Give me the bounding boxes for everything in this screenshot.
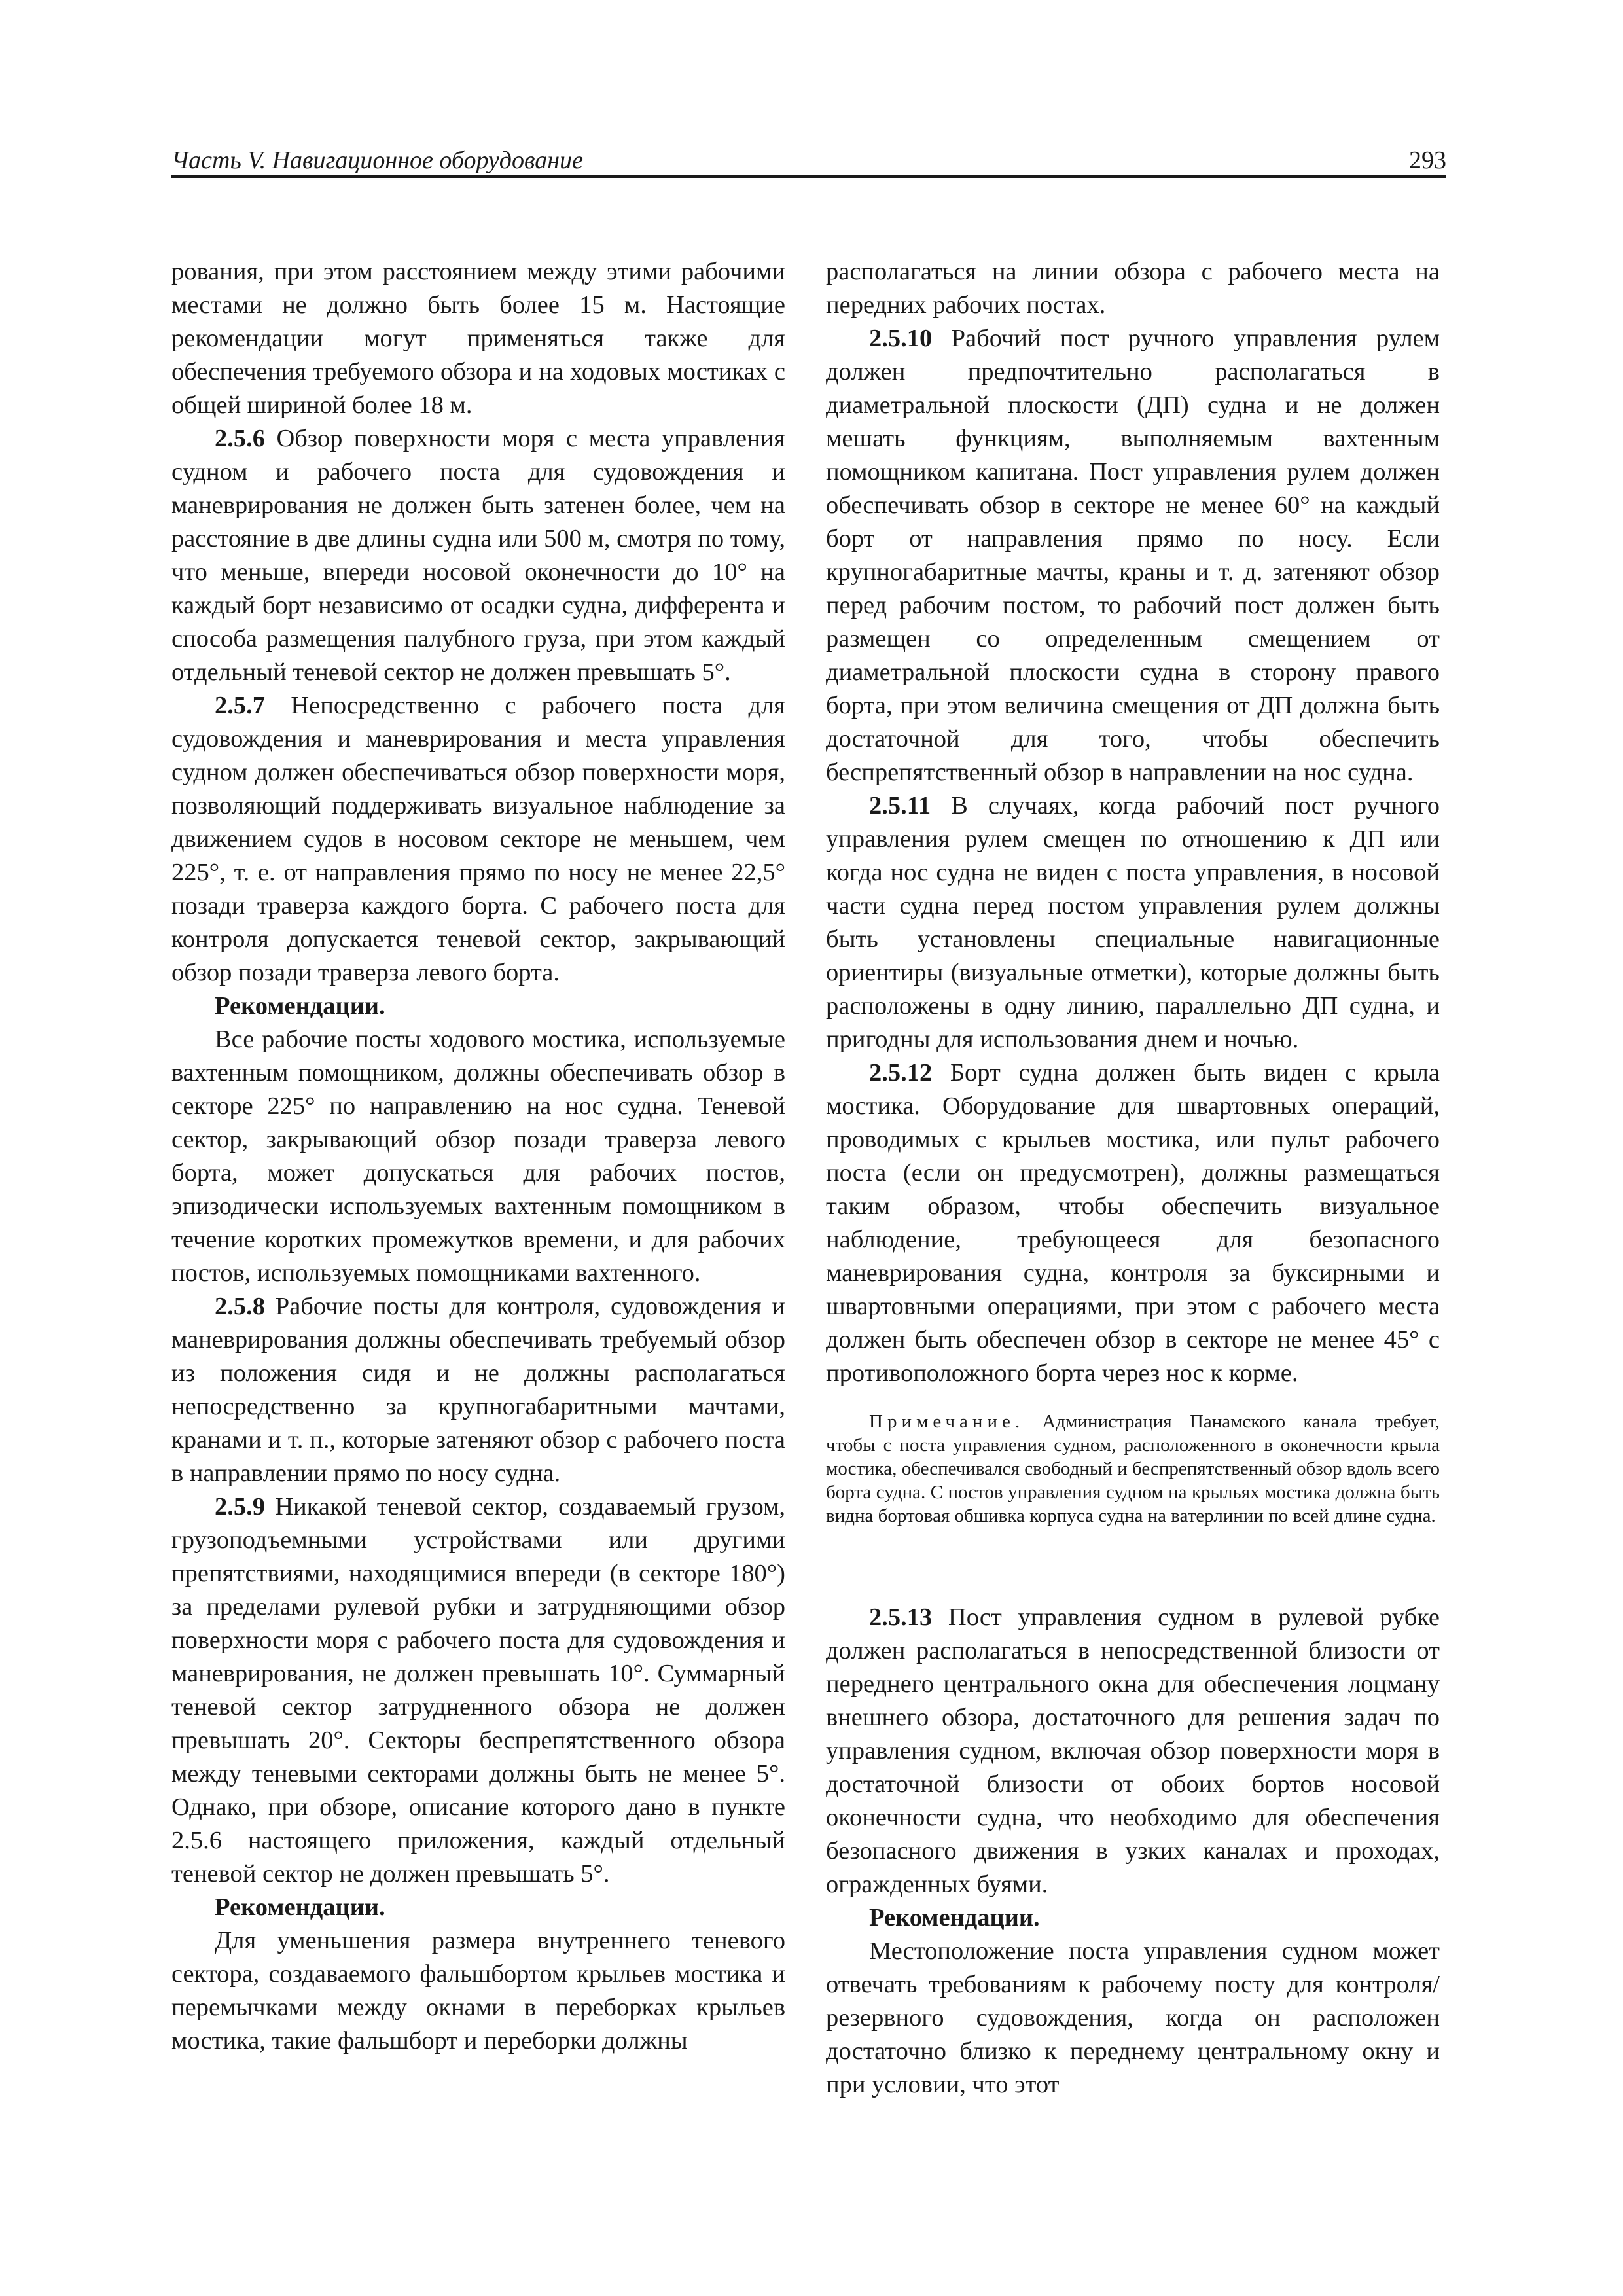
recommendations-heading: Рекомендации. (215, 1893, 385, 1921)
paragraph-text: Обзор поверхности моря с места управления судном и рабочего поста для судовождения и маневрирования не должен быть затенен более, чем на расстояние в две длины судна или 500 м, смотря по тому, что меньше, впереди носовой оконечности до 10° на каждый борт независимо от осадки судна, дифферента и способа размещения палубного груза, при этом каждый отдельный теневой сектор не должен превышать 5°. (171, 425, 785, 686)
paragraph (826, 789, 1440, 1056)
paragraph (171, 1290, 785, 1490)
paragraph-text: Все рабочие посты ходового мостика, используемые вахтенным помощником, должны обеспечивать обзор в секторе 225° по направлению на нос судна. Теневой сектор, закрывающий обзор позади траверза левого борта, может допускаться для рабочих постов, эпизодически используемых вахтенным помощником в течение коротких промежутков времени, и для рабочих постов, используемых помощниками вахтенного. (171, 1026, 785, 1287)
clause-number: 2.5.11 (869, 792, 931, 819)
paragraph (826, 322, 1440, 789)
paragraph (171, 1924, 785, 2058)
spacer (826, 1528, 1440, 1601)
note-label: Примечание. (869, 1411, 1025, 1432)
paragraph-text: Рабочие посты для контроля, судовождения и маневрирования должны обеспечивать требуемый обзор из положения сидя и не должны располагаться непосредственно за крупногабаритными мачтами, кранами и т. п., которые затеняют обзор с рабочего поста в направлении прямо по носу судна. (171, 1293, 785, 1487)
paragraph-text: Борт судна должен быть виден с крыла мостика. Оборудование для швартовных операций, проводимых с крыльев мостика, или пульт рабочего поста (если он предусмотрен), должны размещаться таким образом, чтобы обеспечить визуальное наблюдение, требующееся для безопасного маневрирования судна, контроля за буксирными и швартовными операциями, при этом с рабочего места должен быть обеспечен обзор в секторе не менее 45° с противоположного борта через нос к корме. (826, 1059, 1440, 1387)
paragraph-text: Для уменьшения размера внутреннего теневого сектора, создаваемого фальшбортом крыльев мостика и перемычками между окнами в переборках крыльев мостика, такие фальшборт и переборки должны (171, 1927, 785, 2054)
paragraph (171, 255, 785, 422)
clause-number: 2.5.8 (215, 1293, 265, 1320)
paragraph-text: Никакой теневой сектор, создаваемый грузом, грузоподъемными устройствами или другими препятствиями, находящимися впереди (в секторе 180°) за пределами рулевой рубки и затрудняющими обзор поверхности моря с рабочего поста для судовождения и маневрирования, не должен превышать 10°. Суммарный теневой сектор затрудненного обзора не должен превышать 20°. Секторы беспрепятственного обзора между теневыми секторами должны быть не менее 5°. Однако, при обзоре, описание которого дано в пункте 2.5.6 настоящего приложения, каждый отдельный теневой сектор не должен превышать 5°. (171, 1493, 785, 1888)
note-text: Администрация Панамского канала требует, чтобы с поста управления судном, расположенного в оконечности крыла мостика, обеспечивался свободный и беспрепятственный обзор вдоль всего борта судна. С постов управления судном на крыльях мостика должна быть видна бортовая обшивка корпуса судна на ватерлинии по всей длине судна. (826, 1411, 1440, 1526)
paragraph (171, 689, 785, 990)
running-header-title: Часть V. Навигационное оборудование (171, 147, 583, 174)
page-number: 293 (1409, 147, 1446, 174)
paragraph (826, 1935, 1440, 2102)
paragraph (826, 1056, 1440, 1390)
paragraph-text: В случаях, когда рабочий пост ручного управления рулем смещен по отношению к ДП или когда нос судна не виден с поста управления, в носовой части судна перед постом управления рулем должны быть установлены специальные навигационные ориентиры (визуальные отметки), которые должны быть расположены в одну линию, параллельно ДП судна, и пригодны для использования днем и ночью. (826, 792, 1440, 1053)
right-column (826, 255, 1440, 2102)
paragraph (171, 422, 785, 689)
paragraph-text: Непосредственно с рабочего поста для судовождения и маневрирования и места управления судном должен обеспечиваться обзор поверхности моря, позволяющий поддерживать визуальное наблюдение за движением судов в носовом секторе не меньшем, чем 225°, т. е. от направления прямо по носу не менее 22,5° позади траверза каждого борта. С рабочего поста для контроля допускается теневой сектор, закрывающий обзор позади траверза левого борта. (171, 692, 785, 986)
clause-number: 2.5.6 (215, 425, 265, 452)
note (826, 1410, 1440, 1528)
paragraph-text: Пост управления судном в рулевой рубке должен располагаться в непосредственной близости от переднего центрального окна для обеспечения лоцману внешнего обзора, достаточного для решения задач по управления судном, включая обзор поверхности моря в достаточной близости от обоих бортов носовой оконечности судна, что необходимо для обеспечения безопасного движения в узких каналах и проходах, огражденных буями. (826, 1604, 1440, 1898)
paragraph (171, 1023, 785, 1290)
clause-number: 2.5.9 (215, 1493, 265, 1520)
paragraph-text: рования, при этом расстоянием между этими рабочими местами не должно быть более 15 м. Настоящие рекомендации могут применяться также для обеспечения требуемого обзора и на ходовых мостиках с общей шириной более 18 м. (171, 258, 785, 419)
recommendations-heading: Рекомендации. (869, 1904, 1040, 1931)
recommendations-heading: Рекомендации. (215, 992, 385, 1020)
clause-number: 2.5.12 (869, 1059, 933, 1086)
paragraph (171, 1490, 785, 1891)
paragraph-text: Местоположение поста управления судном может отвечать требованиям к рабочему посту для контроля/резервного судовождения, когда он расположен достаточно близко к переднему центральному окну и при условии, что этот (826, 1937, 1440, 2098)
paragraph-text: располагаться на линии обзора с рабочего места на передних рабочих постах. (826, 258, 1440, 319)
clause-number: 2.5.13 (869, 1604, 933, 1631)
paragraph (826, 1601, 1440, 1901)
paragraph-text: Рабочий пост ручного управления рулем должен предпочтительно располагаться в диаметральной плоскости (ДП) судна и не должен мешать функциям, выполняемым вахтенным помощником капитана. Пост управления рулем должен обеспечивать обзор в секторе не менее 60° на каждый борт от направления прямо по носу. Если крупногабаритные мачты, краны и т. д. затеняют обзор перед рабочим постом, то рабочий пост должен быть размещен со определенным смещением от диаметральной плоскости судна в сторону правого борта, при этом величина смещения от ДП должна быть достаточной для того, чтобы обеспечить беспрепятственный обзор в направлении на нос судна. (826, 325, 1440, 786)
left-column (171, 255, 785, 2058)
header-rule (171, 175, 1446, 178)
paragraph (826, 255, 1440, 322)
clause-number: 2.5.10 (869, 325, 933, 352)
running-header (171, 143, 1446, 178)
clause-number: 2.5.7 (215, 692, 265, 719)
